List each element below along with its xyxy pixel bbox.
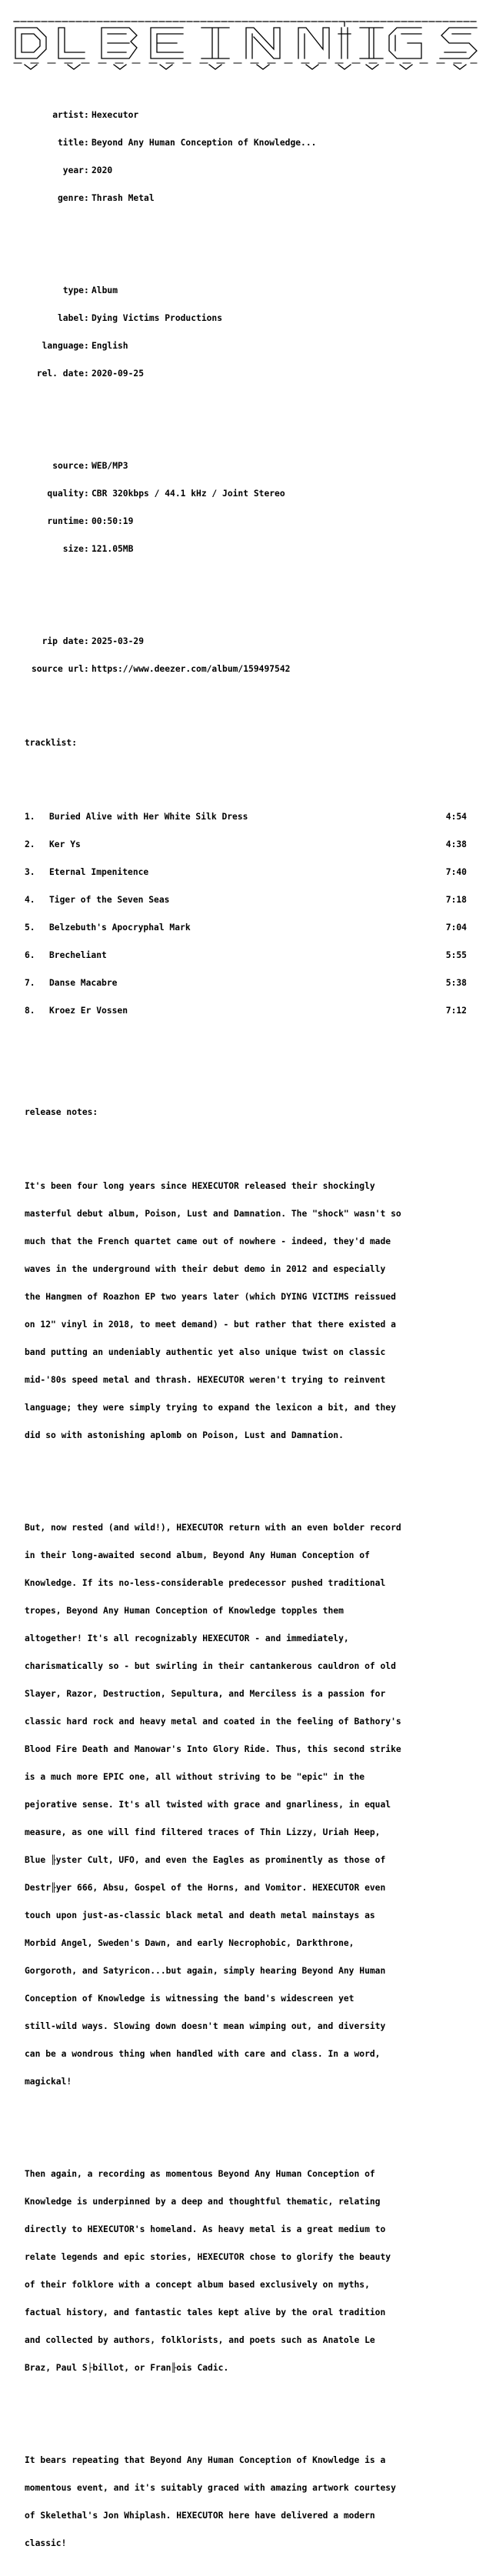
text-line: Knowledge is underpinned by a deep and thoughtful thematic, relating — [25, 2197, 381, 2207]
meta-value: Beyond Any Human Conception of Knowledge... — [92, 138, 317, 148]
track-row — [0, 951, 486, 960]
text-line: charismatically so - but swirling in their cantankerous cauldron of old — [25, 1661, 396, 1671]
text-line: tropes, Beyond Any Human Conception of Knowledge topples them — [25, 1606, 344, 1616]
track-number: 8. — [25, 1006, 35, 1016]
meta-row-label: label: Dying Victims Productions — [0, 314, 486, 323]
meta-block-1 — [0, 92, 486, 222]
track-duration: 5:55 — [445, 950, 467, 960]
meta-value: 2020-09-25 — [92, 369, 145, 379]
meta-key: rip date — [42, 636, 84, 646]
meta-row-runtime: runtime: 00:50:19 — [0, 517, 486, 526]
release-notes-paragraph-1 — [0, 1163, 486, 1459]
meta-value: Dying Victims Productions — [92, 313, 223, 323]
text-line: It bears repeating that Beyond Any Human Conception of Knowledge is a — [25, 2455, 386, 2465]
tracklist — [0, 794, 486, 1034]
meta-key: quality — [47, 489, 84, 499]
meta-value: Thrash Metal — [92, 193, 155, 203]
meta-value: Hexecutor — [92, 110, 139, 120]
track-row — [0, 813, 486, 822]
text-line: can be a wondrous thing when handled with care and class. In a word, — [25, 2049, 381, 2059]
meta-row-rip-date: rip date: 2025-03-29 — [0, 637, 486, 646]
meta-row-title: title: Beyond Any Human Conception of Knowledge... — [0, 138, 486, 148]
text-line: Conception of Knowledge is witnessing the band's widescreen yet — [25, 1994, 355, 2004]
track-number: 5. — [25, 923, 35, 933]
meta-value: WEB/MP3 — [92, 461, 128, 471]
track-number: 2. — [25, 839, 35, 849]
meta-value: 00:50:19 — [92, 516, 134, 526]
track-duration: 7:04 — [445, 923, 467, 933]
text-line: directly to HEXECUTOR's homeland. As heavy metal is a great medium to — [25, 2224, 386, 2234]
text-line: Morbid Angel, Sweden's Dawn, and early Necrophobic, Darkthrone, — [25, 1938, 355, 1948]
track-duration: 4:38 — [445, 839, 467, 849]
track-duration: 7:12 — [445, 1006, 467, 1016]
text-line: on 12" vinyl in 2018, to meet demand) - but rather that there existed a — [25, 1320, 396, 1330]
text-line: Destr╟yer 666, Absu, Gospel of the Horns, and Vomitor. HEXECUTOR even — [25, 1883, 386, 1893]
track-title: Tiger of the Seven Seas — [49, 895, 170, 905]
text-line: much that the French quartet came out of nowhere - indeed, they'd made — [25, 1236, 391, 1246]
text-line: band putting an undeniably authentic yet also unique twist on classic — [25, 1347, 386, 1357]
meta-key: year — [62, 165, 84, 175]
meta-block-2 — [0, 268, 486, 397]
track-title: Danse Macabre — [49, 978, 118, 988]
meta-key: source — [52, 461, 84, 471]
meta-block-4 — [0, 619, 486, 692]
meta-value: CBR 320kbps / 44.1 kHz / Joint Stereo — [92, 489, 285, 499]
meta-row-source-url: source url: https://www.deezer.com/album/159497542 — [0, 665, 486, 674]
text-line: Blue ╟yster Cult, UFO, and even the Eagles as prominently as those of — [25, 1855, 386, 1865]
release-notes-heading: release notes: — [25, 1107, 98, 1117]
meta-value: 2025-03-29 — [92, 636, 145, 646]
text-line: Slayer, Razor, Destruction, Sepultura, and Merciless is a passion for — [25, 1689, 386, 1699]
text-line: Braz, Paul S├billot, or Fran╟ois Cadic. — [25, 2363, 229, 2373]
meta-block-3 — [0, 443, 486, 572]
track-number: 1. — [25, 812, 35, 822]
text-line: Then again, a recording as momentous Beyond Any Human Conception of — [25, 2169, 375, 2179]
source-url-link[interactable]: https://www.deezer.com/album/159497542 — [92, 664, 291, 674]
text-line: classic! — [25, 2538, 67, 2548]
track-row — [0, 923, 486, 933]
track-duration: 7:18 — [445, 895, 467, 905]
text-line: But, now rested (and wild!), HEXECUTOR return with an even bolder record — [25, 1523, 401, 1533]
track-duration: 4:54 — [445, 812, 467, 822]
text-line: Gorgoroth, and Satyricon...but again, simply hearing Beyond Any Human — [25, 1966, 386, 1976]
track-number: 3. — [25, 867, 35, 877]
track-row — [0, 868, 486, 877]
meta-key: genre — [57, 193, 84, 203]
meta-key: type — [62, 285, 84, 295]
text-line: measure, as one will find filtered traces of Thin Lizzy, Uriah Heep, — [25, 1827, 381, 1837]
meta-key: rel. date — [36, 369, 84, 379]
track-number: 6. — [25, 950, 35, 960]
track-duration: 7:40 — [445, 867, 467, 877]
meta-key: label — [57, 313, 84, 323]
text-line: language; they were simply trying to expand the lexicon a bit, and they — [25, 1403, 396, 1413]
text-line: mid-'80s speed metal and thrash. HEXECUTOR weren't trying to reinvent — [25, 1375, 386, 1385]
text-line: magickal! — [25, 2077, 72, 2087]
text-line: factual history, and fantastic tales kept alive by the oral tradition — [25, 2307, 386, 2317]
text-line: still-wild ways. Slowing down doesn't mean wimping out, and diversity — [25, 2021, 386, 2031]
release-notes-paragraph-3 — [0, 2151, 486, 2391]
text-line: classic hard rock and heavy metal and coated in the feeling of Bathory's — [25, 1717, 401, 1727]
track-row — [0, 840, 486, 849]
text-line: altogether! It's all recognizably HEXECUTOR - and immediately, — [25, 1633, 349, 1643]
text-line: It's been four long years since HEXECUTOR released their shockingly — [25, 1181, 375, 1191]
track-row — [0, 896, 486, 905]
track-row — [0, 979, 486, 988]
meta-row-quality: quality: CBR 320kbps / 44.1 kHz / Joint Stereo — [0, 489, 486, 499]
meta-key: source url — [31, 664, 84, 674]
text-line: the Hangmen of Roazhon EP two years later (which DYING VICTIMS reissued — [25, 1292, 396, 1302]
meta-key: title — [57, 138, 84, 148]
meta-value: 121.05MB — [92, 544, 134, 554]
meta-value: Album — [92, 285, 118, 295]
track-number: 7. — [25, 978, 35, 988]
meta-row-artist: artist: Hexecutor — [0, 111, 486, 120]
text-line: relate legends and epic stories, HEXECUTOR chose to glorify the beauty — [25, 2252, 391, 2262]
text-line: in their long-awaited second album, Beyond Any Human Conception of — [25, 1550, 370, 1560]
meta-row-genre: genre: Thrash Metal — [0, 194, 486, 203]
track-row — [0, 1006, 486, 1016]
text-line: momentous event, and it's suitably graced with amazing artwork courtesy — [25, 2483, 396, 2493]
track-title: Buried Alive with Her White Silk Dress — [49, 812, 248, 822]
meta-key: runtime — [47, 516, 84, 526]
text-line: and collected by authors, folklorists, and poets such as Anatole Le — [25, 2335, 375, 2345]
track-title: Ker Ys — [49, 839, 81, 849]
meta-row-source: source: WEB/MP3 — [0, 462, 486, 471]
nfo-document — [0, 74, 486, 2576]
meta-key: size — [62, 544, 84, 554]
track-duration: 5:38 — [445, 978, 467, 988]
release-notes-paragraph-2 — [0, 1505, 486, 2105]
ascii-art-logo — [0, 14, 486, 72]
track-number: 4. — [25, 895, 35, 905]
text-line: waves in the underground with their debut demo in 2012 and especially — [25, 1264, 386, 1274]
meta-row-rel-date: rel. date: 2020-09-25 — [0, 369, 486, 379]
text-line: of their folklore with a concept album based exclusively on myths, — [25, 2280, 370, 2290]
text-line: masterful debut album, Poison, Lust and Damnation. The "shock" wasn't so — [25, 1209, 401, 1219]
tracklist-heading: tracklist: — [25, 738, 78, 748]
meta-value: English — [92, 341, 128, 351]
track-title: Kroez Er Vossen — [49, 1006, 128, 1016]
meta-row-type: type: Album — [0, 286, 486, 295]
track-title: Eternal Impenitence — [49, 867, 149, 877]
meta-row-size: size: 121.05MB — [0, 545, 486, 554]
track-title: Belzebuth's Apocryphal Mark — [49, 923, 191, 933]
meta-row-language: language: English — [0, 342, 486, 351]
text-line: Knowledge. If its no-less-considerable predecessor pushed traditional — [25, 1578, 386, 1588]
text-line: pejorative sense. It's all twisted with grace and gnarliness, in equal — [25, 1800, 391, 1810]
release-notes-paragraph-4 — [0, 2438, 486, 2567]
text-line: of Skelethal's Jon Whiplash. HEXECUTOR here have delivered a modern — [25, 2511, 375, 2521]
meta-key: language — [42, 341, 84, 351]
track-title: Brecheliant — [49, 950, 107, 960]
text-line: is a much more EPIC one, all without striving to be "epic" in the — [25, 1772, 365, 1782]
meta-row-year: year: 2020 — [0, 166, 486, 175]
meta-value: 2020 — [92, 165, 113, 175]
text-line: Blood Fire Death and Manowar's Into Glory Ride. Thus, this second strike — [25, 1744, 401, 1754]
text-line: touch upon just-as-classic black metal and death metal mainstays as — [25, 1910, 375, 1920]
text-line: did so with astonishing aplomb on Poison, Lust and Damnation. — [25, 1430, 344, 1440]
meta-key: artist — [52, 110, 84, 120]
